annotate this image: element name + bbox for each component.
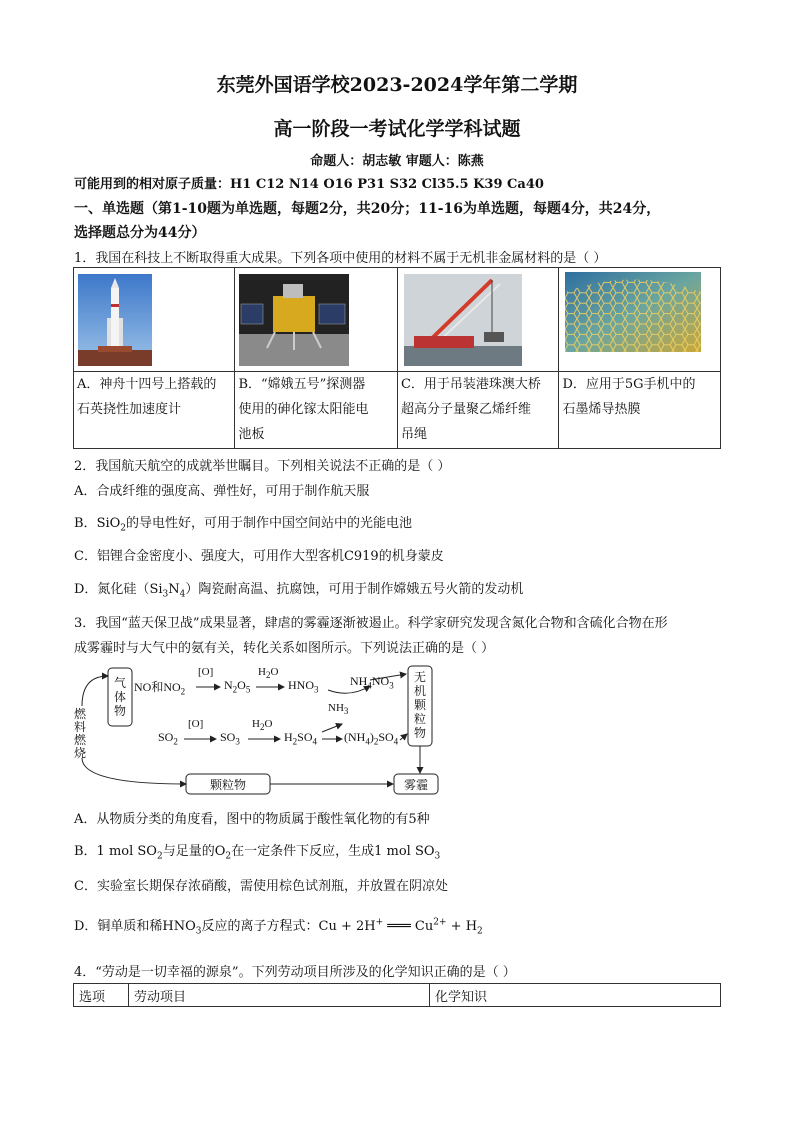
gas-label — [112, 676, 128, 718]
section1-heading-cont: 选择题总分为44分） — [74, 225, 206, 241]
h2o2-h: H — [252, 718, 260, 730]
q2-d-sub1: 3 — [162, 589, 169, 600]
nh42so4-label — [344, 730, 398, 746]
inorganic-char-5: 物 — [413, 726, 426, 740]
nh4no3-sub2: 3 — [389, 680, 394, 691]
q1-option-b-line3: 池板 — [238, 427, 265, 442]
q2-stem: 2．我国航天航空的成就举世瞩目。下列相关说法不正确的是（ ） — [74, 459, 451, 474]
authors-line: 命题人：胡志敏 审题人：陈燕 — [310, 154, 484, 169]
nh3-label — [328, 702, 348, 716]
nh42so4-a: (NH — [344, 730, 366, 744]
h2o-label-2 — [252, 718, 272, 732]
q2-d-text: ）陶瓷耐高温、抗腐蚀，可用于制作嫦娥五号火箭的发动机 — [185, 582, 524, 597]
inorganic-particles-label — [412, 670, 428, 740]
q3-d-mid: 反应的离子方程式：Cu + 2H — [201, 919, 376, 934]
h2so4-h: H — [284, 730, 293, 744]
q1-option-d-line2: 石墨烯导热膜 — [562, 402, 641, 417]
nh42so4-b: ) — [369, 730, 374, 744]
rocket-photo — [78, 274, 152, 366]
particles-label: 颗粒物 — [209, 778, 246, 792]
q1-option-b-line1: B．“嫦娥五号”探测器 — [238, 377, 366, 392]
h2so4-label — [284, 730, 317, 746]
q2-option-b[interactable] — [74, 512, 412, 534]
h2o1-h: H — [258, 666, 266, 678]
q2-d-sub2: 4 — [179, 589, 186, 600]
q2-b-label: B． — [74, 516, 97, 531]
q4-table — [73, 983, 721, 1007]
hno3-label — [288, 678, 319, 694]
q1-table — [73, 267, 721, 449]
q2-option-d[interactable] — [74, 578, 523, 600]
fuel-char-3: 燃 — [73, 733, 86, 747]
q4-header-task: 劳动项目 — [129, 984, 430, 1007]
q3-d-sub2: 2 — [477, 926, 483, 937]
q3-b-pre: B．1 mol SO — [74, 844, 157, 859]
h2o1-o: O — [270, 666, 279, 678]
fuel-combustion-label — [73, 708, 87, 760]
q3-stem-line2: 成雾霾时与大气中的氨有关，转化关系如图所示。下列说法正确的是（ ） — [74, 641, 495, 656]
q3-b-mid2: 在一定条件下反应，生成1 mol SO — [231, 844, 435, 859]
exam-title-line2: 高一阶段一考试化学学科试题 — [273, 118, 521, 140]
q1-option-a-line1: A．神舟十四号上搭载的 — [77, 377, 217, 392]
so2-sub: 2 — [173, 736, 178, 747]
q1-option-b-line2: 使用的砷化镓太阳能电 — [238, 402, 369, 417]
q1-option-a-line2: 石英挠性加速度计 — [77, 402, 182, 417]
q2-b-formula: SiO — [96, 516, 121, 531]
q3-option-a[interactable]: A．从物质分类的角度看，图中的物质属于酸性氧化物的有5种 — [74, 812, 430, 827]
section1-heading: 一、单选题（第1-10题为单选题，每题2分，共20分；11-16为单选题，每题4分，共24分， — [74, 201, 661, 217]
n2o5-o: O — [237, 678, 246, 692]
atomic-masses: 可能用到的相对原子质量：H1 C12 N14 O16 P31 S32 Cl35.5 K39 Ca40 — [74, 177, 544, 192]
h2o2-o: O — [264, 718, 273, 730]
q3-b-sub1: 2 — [156, 851, 163, 862]
h2o-label-1 — [258, 666, 278, 680]
nh42so4-c: SO — [378, 730, 394, 744]
nh4no3-nh: NH — [350, 674, 368, 688]
so2-label — [158, 730, 178, 746]
nh3-text: NH — [328, 702, 344, 714]
hno3-sub: 3 — [314, 684, 319, 695]
q2-d-si: Si — [149, 582, 163, 597]
haze-label: 雾霾 — [403, 778, 428, 792]
q3-diagram — [70, 662, 450, 800]
q3-option-b[interactable] — [74, 840, 440, 862]
inorganic-char-4: 粒 — [413, 712, 426, 726]
q4-header-option: 选项 — [74, 984, 129, 1007]
no2-sub: 2 — [180, 686, 186, 697]
q3-d-pre: D．铜单质和稀HNO — [74, 919, 196, 934]
n2o5-n: N — [224, 678, 233, 692]
inorganic-char-2: 机 — [413, 684, 426, 698]
gas-char-2: 体 — [113, 690, 126, 704]
no-no2-label — [134, 678, 185, 696]
q1-option-c-line3: 吊绳 — [400, 427, 427, 442]
nh42so4-sub3: 4 — [393, 736, 399, 747]
n2o5-label — [224, 678, 250, 694]
q3-d-sub: 3 — [195, 926, 202, 937]
q3-option-c[interactable]: C．实验室长期保存浓硝酸，需使用棕色试剂瓶，并放置在阴凉处 — [74, 879, 448, 894]
nh4no3-no: NO — [371, 674, 390, 688]
hno3-text: HNO — [288, 678, 314, 692]
q4-stem: 4．“劳动是一切幸福的源泉”。下列劳动项目所涉及的化学知识正确的是（ ） — [74, 965, 516, 980]
table-row — [74, 984, 721, 1007]
crane-photo — [404, 274, 522, 366]
h2so4-sub1: 2 — [292, 736, 298, 747]
q1-image-cell-c — [397, 268, 558, 372]
nh42so4-sub1: 4 — [365, 736, 370, 747]
q1-stem: 1．我国在科技上不断取得重大成果。下列各项中使用的材料不属于无机非金属材料的是（ ） — [74, 251, 607, 266]
lander-photo — [239, 274, 349, 366]
q3-d-sup1: + — [375, 917, 384, 928]
q3-d-post: + H — [446, 919, 478, 934]
q3-b-mid: 与足量的O — [162, 844, 226, 859]
q1-option-d[interactable] — [559, 372, 721, 449]
q1-option-a[interactable] — [74, 372, 235, 449]
inorganic-char-3: 颗 — [413, 698, 426, 712]
graphene-photo — [565, 272, 701, 352]
exam-title-line1: 东莞外国语学校2023-2024学年第二学期 — [216, 74, 578, 96]
q3-d-eq: ═══ Cu — [383, 919, 434, 934]
q1-option-c[interactable] — [397, 372, 558, 449]
fuel-char-2: 料 — [73, 720, 86, 734]
q2-d-label: D．氮化硅（ — [74, 582, 150, 597]
q3-b-sub2: 2 — [225, 851, 232, 862]
so2-text: SO — [158, 730, 174, 744]
q3-stem-line1: 3．我国“蓝天保卫战”成果显著，肆虐的雾霾逐渐被遏止。科学家研究发现含氮化合物和含硫化合物在形 — [74, 616, 668, 631]
q3-option-d[interactable] — [74, 915, 483, 937]
q4-header-knowledge: 化学知识 — [430, 984, 721, 1007]
fuel-char-4: 烧 — [73, 746, 86, 760]
nh42so4-sub2: 2 — [373, 736, 379, 747]
so3-sub: 3 — [235, 736, 240, 747]
o-label-1: [O] — [198, 666, 214, 678]
no-text: NO和NO — [134, 680, 181, 694]
so3-label — [220, 730, 240, 746]
h2o1-sub: 2 — [265, 670, 271, 681]
q2-option-c[interactable]: C．铝锂合金密度小、强度大，可用作大型客机C919的机身蒙皮 — [74, 549, 444, 564]
so3-text: SO — [220, 730, 236, 744]
q3-b-sub3: 3 — [434, 851, 441, 862]
nh4no3-label — [350, 674, 394, 690]
q1-option-c-line2: 超高分子量聚乙烯纤维 — [400, 402, 531, 417]
gas-char-3: 物 — [113, 704, 126, 718]
q1-option-d-line1: D．应用于5G手机中的 — [562, 377, 696, 392]
h2so4-sub2: 4 — [312, 736, 318, 747]
q2-b-text: 的导电性好，可用于制作中国空间站中的光能电池 — [126, 516, 413, 531]
inorganic-char-1: 无 — [413, 670, 426, 684]
q1-image-cell-b — [235, 268, 398, 372]
h2o2-sub: 2 — [259, 722, 265, 733]
fuel-char-1: 燃 — [73, 707, 86, 721]
q1-option-c-line1: C．用于吊装港珠澳大桥 — [400, 377, 541, 392]
q1-option-b[interactable] — [235, 372, 398, 449]
q3-d-sup2: 2+ — [433, 917, 447, 928]
n2o5-sub2: 5 — [245, 684, 251, 695]
o-label-2: [O] — [188, 718, 204, 730]
gas-char-1: 气 — [113, 676, 126, 690]
q2-d-n: N — [168, 582, 180, 597]
nh4no3-sub1: 4 — [367, 680, 372, 691]
q2-b-sub: 2 — [120, 523, 127, 534]
n2o5-sub1: 2 — [232, 684, 238, 695]
nh3-sub: 3 — [343, 706, 349, 717]
q1-image-cell-a — [74, 268, 235, 372]
q2-option-a[interactable]: A．合成纤维的强度高、弹性好，可用于制作航天服 — [74, 484, 370, 499]
h2so4-so: SO — [297, 730, 313, 744]
q1-image-cell-d — [559, 268, 721, 372]
